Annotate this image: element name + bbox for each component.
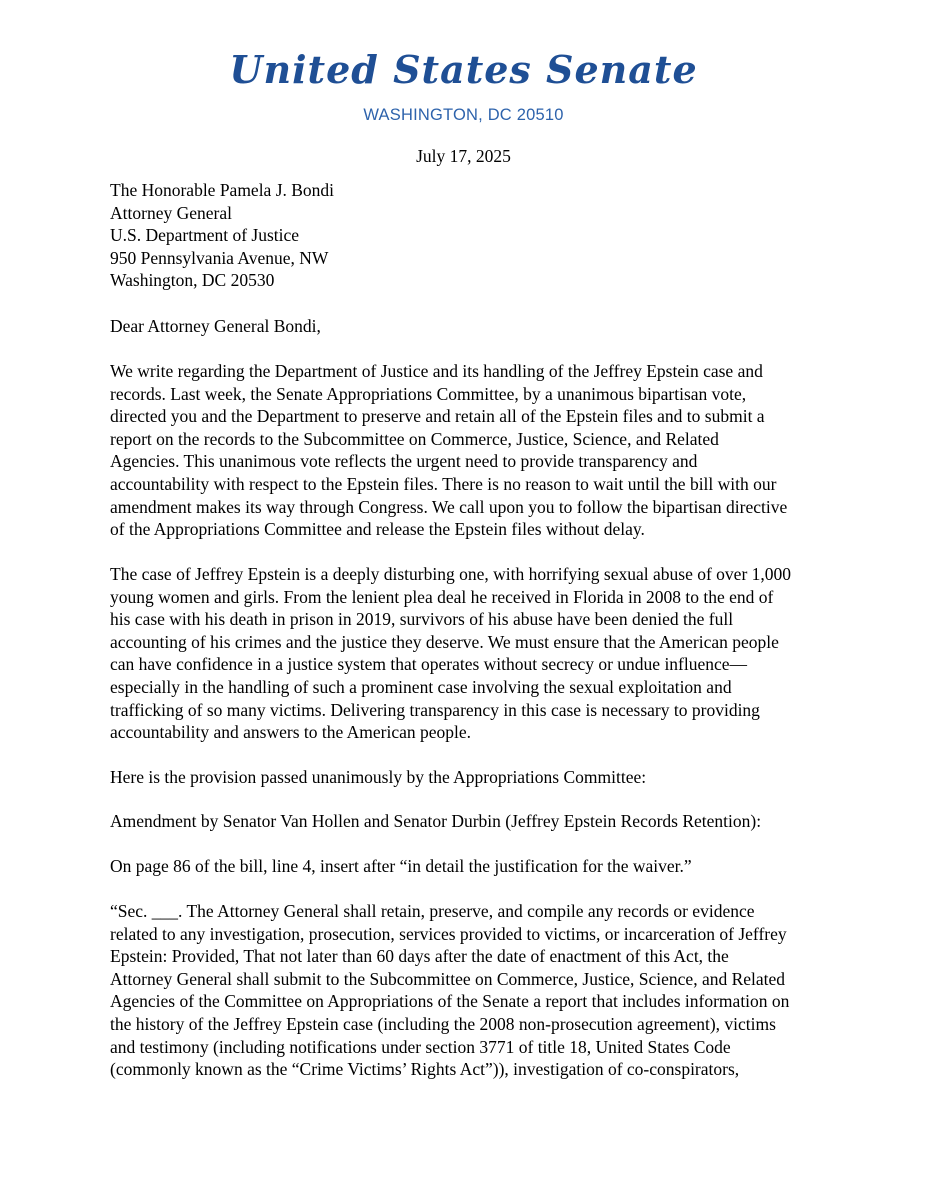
paragraph-line: and testimony (including notifications under section 3771 of title 18, United States Code <box>110 1036 731 1057</box>
paragraph-line: Agencies. This unanimous vote reflects the urgent need to provide transparency and <box>110 451 698 472</box>
paragraph-line: amendment makes its way through Congress. We call upon you to follow the bipartisan directive <box>110 496 788 517</box>
recipient-line: U.S. Department of Justice <box>110 225 300 246</box>
paragraph-line: directed you and the Department to preserve and retain all of the Epstein files and to submit a <box>110 406 765 427</box>
paragraph-line: the history of the Jeffrey Epstein case (including the 2008 non-prosecution agreement), victims <box>110 1013 776 1034</box>
recipient-line: Washington, DC 20530 <box>110 270 275 291</box>
paragraph-line: Agencies of the Committee on Appropriations of the Senate a report that includes information on <box>110 991 790 1012</box>
recipient-line: 950 Pennsylvania Avenue, NW <box>110 247 329 268</box>
recipient-line: Attorney General <box>110 202 232 223</box>
letterhead-address: WASHINGTON, DC 20510 <box>363 106 564 124</box>
salutation: Dear Attorney General Bondi, <box>110 316 321 336</box>
paragraph-line: of the Appropriations Committee and release the Epstein files without delay. <box>110 519 645 540</box>
paragraph-line: We write regarding the Department of Justice and its handling of the Jeffrey Epstein case and <box>110 361 763 381</box>
paragraph-line: records. Last week, the Senate Appropriations Committee, by a unanimous bipartisan vote, <box>110 383 747 404</box>
paragraph-line: his case with his death in prison in 2019, survivors of his abuse have been denied the full <box>110 609 734 630</box>
paragraph-line: trafficking of so many victims. Delivering transparency in this case is necessary to providing <box>110 699 760 720</box>
paragraph-6 <box>110 900 830 1081</box>
paragraph-3: Here is the provision passed unanimously by the Appropriations Committee: <box>110 767 647 787</box>
paragraph-line: (commonly known as the “Crime Victims’ Rights Act”)), investigation of co-conspirators, <box>110 1059 740 1080</box>
paragraph-line: young women and girls. From the lenient plea deal he received in Florida in 2008 to the end of <box>110 586 774 607</box>
paragraph-line: The case of Jeffrey Epstein is a deeply disturbing one, with horrifying sexual abuse of over 1,000 <box>110 564 792 584</box>
letterhead-title: United States Senate <box>229 47 698 92</box>
paragraph-line: can have confidence in a justice system that operates without secrecy or undue influence— <box>110 654 748 675</box>
paragraph-5: On page 86 of the bill, line 4, insert after “in detail the justification for the waiver.” <box>110 856 692 876</box>
letter-date: July 17, 2025 <box>416 146 511 166</box>
paragraph-line: report on the records to the Subcommittee on Commerce, Justice, Science, and Related <box>110 428 719 449</box>
paragraph-2 <box>110 563 830 744</box>
paragraph-line: Epstein: Provided, That not later than 60 days after the date of enactment of this Act, the <box>110 946 729 967</box>
paragraph-line: related to any investigation, prosecution, services provided to victims, or incarceration of Jeffrey <box>110 923 787 944</box>
recipient-line: The Honorable Pamela J. Bondi <box>110 180 335 200</box>
paragraph-line: accountability and answers to the American people. <box>110 722 472 743</box>
recipient-address <box>110 179 830 292</box>
paragraph-line: especially in the handling of such a prominent case involving the sexual exploitation and <box>110 676 732 697</box>
paragraph-line: “Sec. ___. The Attorney General shall retain, preserve, and compile any records or evidence <box>110 901 755 921</box>
paragraph-line: accountability with respect to the Epstein files. There is no reason to wait until the bill with our <box>110 473 777 494</box>
paragraph-1 <box>110 360 830 541</box>
paragraph-line: accounting of his crimes and the justice they deserve. We must ensure that the American people <box>110 631 779 652</box>
paragraph-line: Attorney General shall submit to the Subcommittee on Commerce, Justice, Science, and Related <box>110 968 786 989</box>
paragraph-4: Amendment by Senator Van Hollen and Senator Durbin (Jeffrey Epstein Records Retention): <box>110 811 762 831</box>
